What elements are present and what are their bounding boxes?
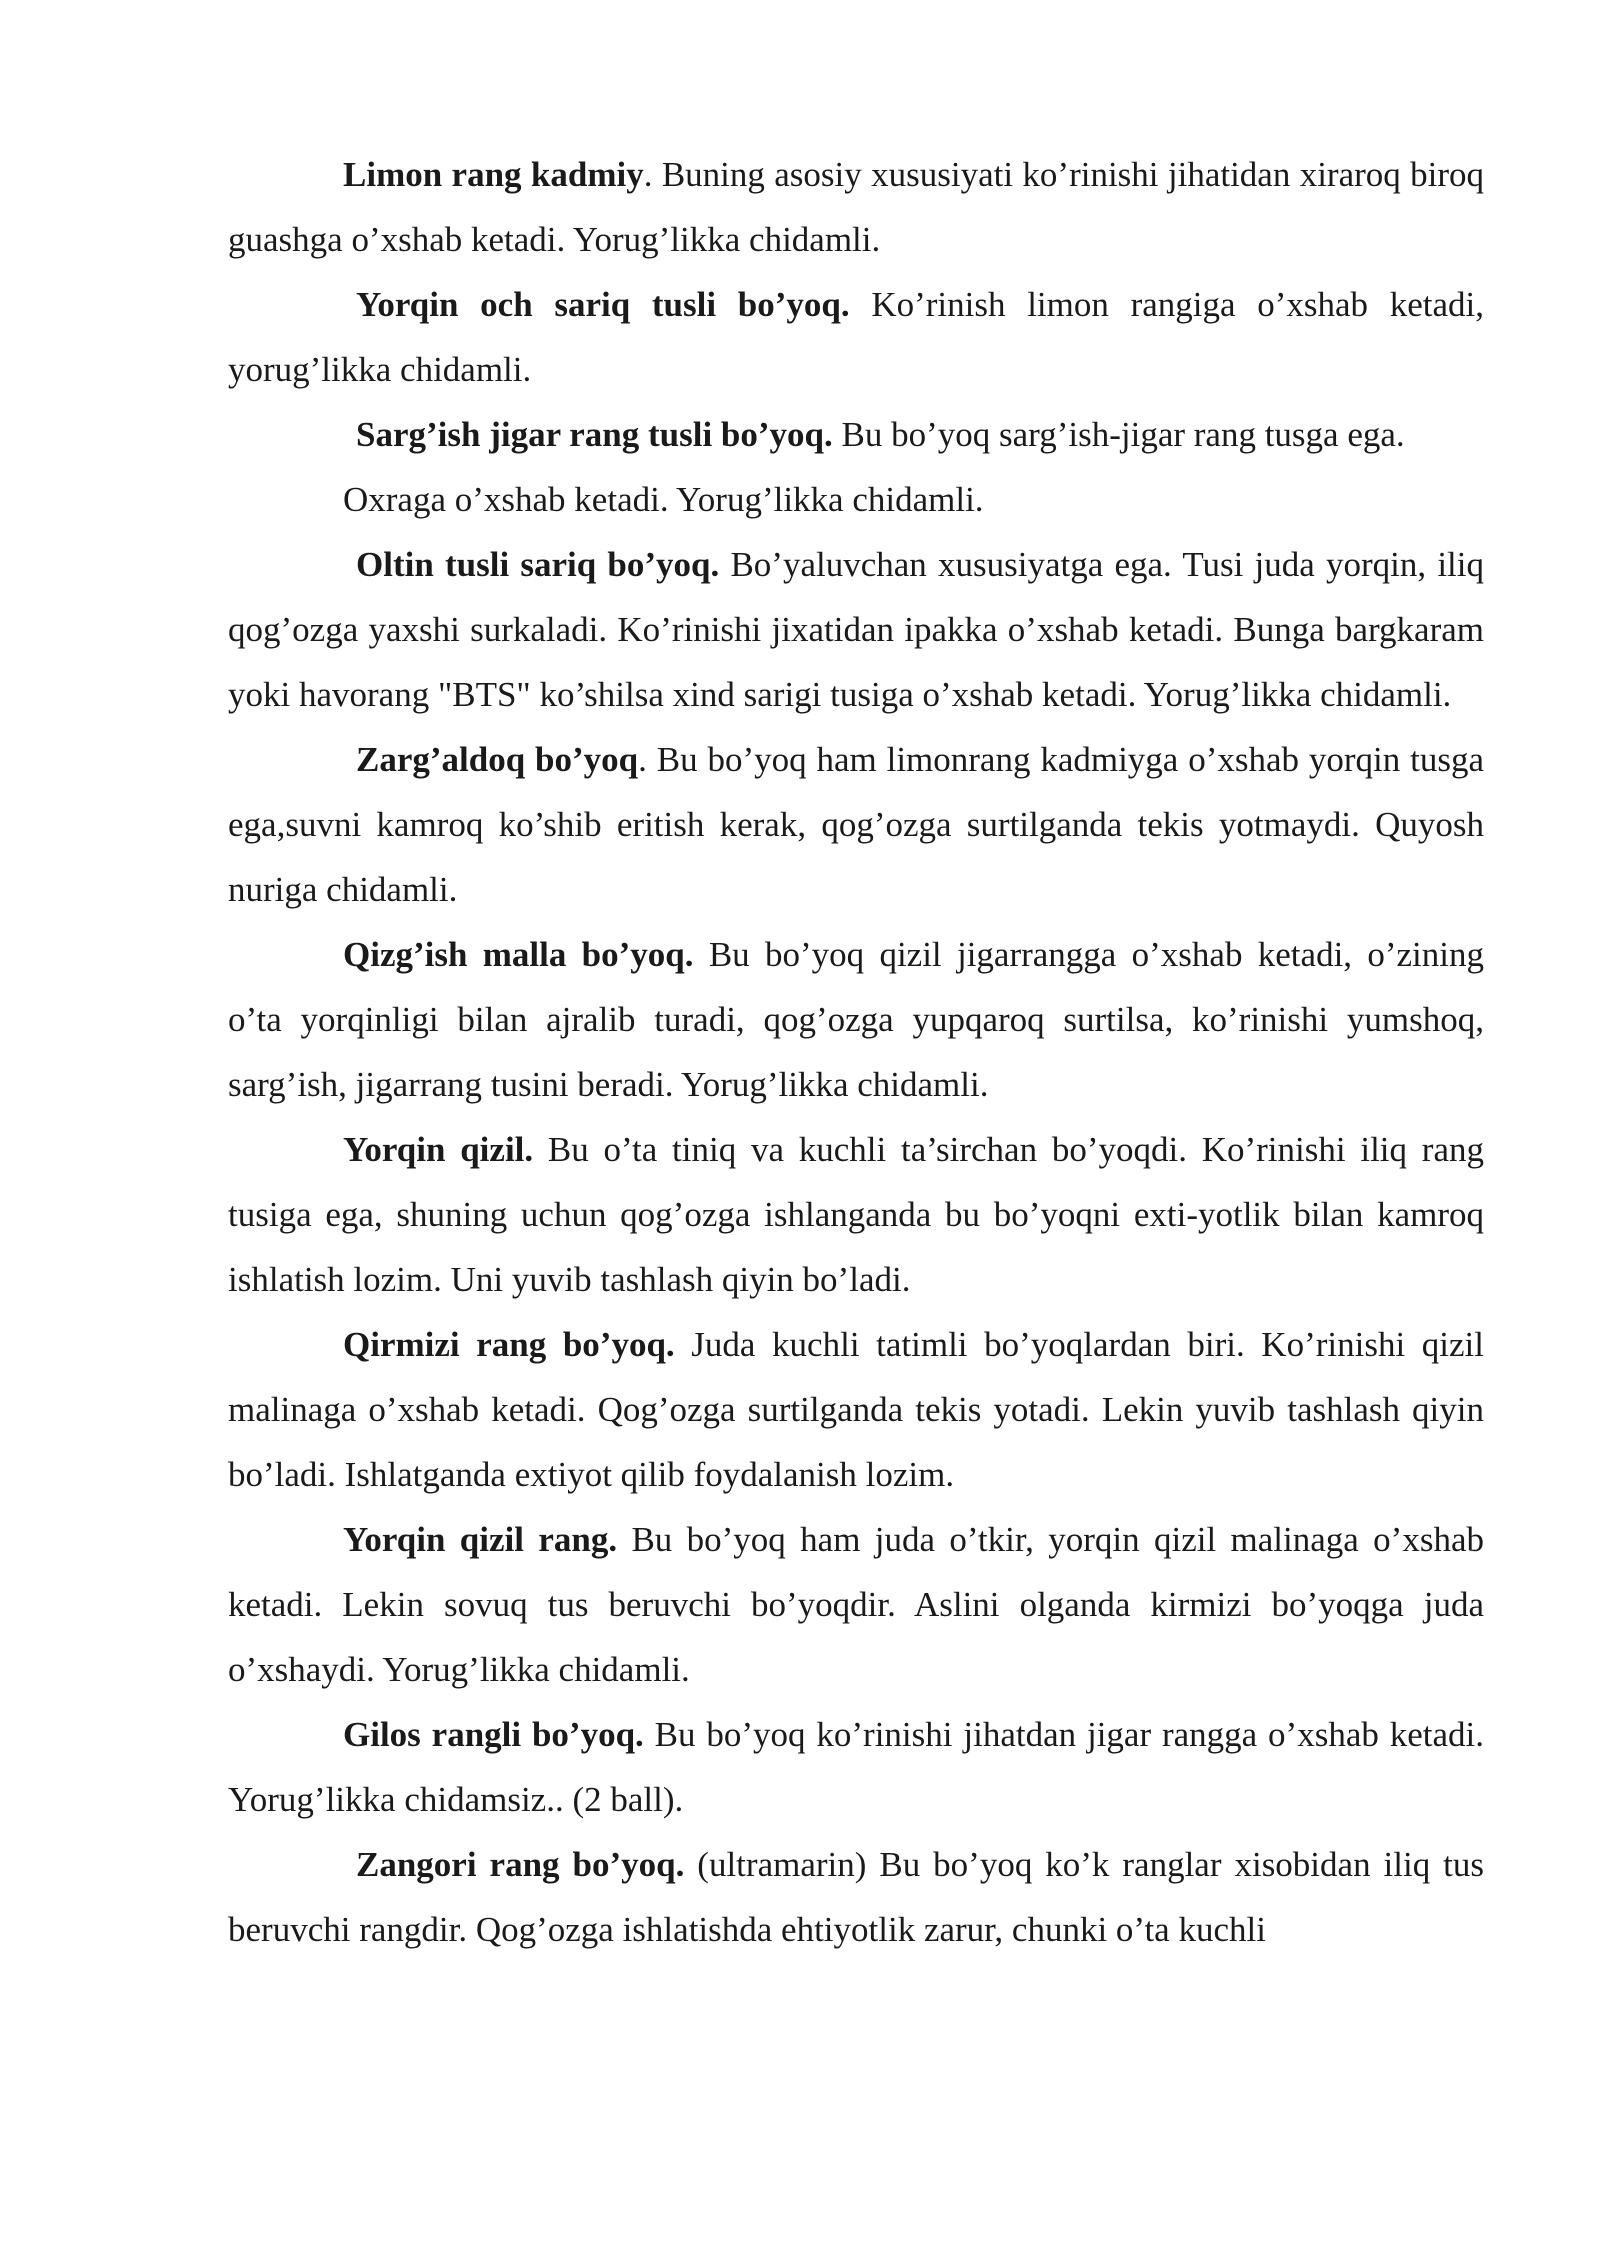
paragraph-heading: Qizg’ish malla bo’yoq. bbox=[343, 935, 694, 974]
paragraph-oltin-tusli-sariq bbox=[228, 532, 1484, 727]
paragraph-text: Bo’yaluvchan xususiyatga ega. Tusi juda yorqin, iliq qog’ozga yaxshi surkaladi. Ko’rinishi jixatidan ipakka o’xshab ketadi. Bunga bargkaram yoki havorang "BTS" ko’shilsa xind sarigi tusiga o’xshab ketadi. Yorug’likka chidamli. bbox=[228, 545, 1484, 714]
paragraph-heading: Zarg’aldoq bo’yoq bbox=[356, 740, 639, 779]
document-body bbox=[228, 142, 1484, 1962]
paragraph-sargish-jigar-rang bbox=[228, 402, 1484, 467]
paragraph-heading: Limon rang kadmiy bbox=[343, 155, 644, 194]
paragraph-yorqin-qizil-rang bbox=[228, 1507, 1484, 1702]
paragraph-heading: Yorqin qizil rang. bbox=[343, 1520, 618, 1559]
paragraph-text: Juda kuchli tatimli bo’yoqlardan biri. Ko’rinishi qizil malinaga o’xshab ketadi. Qog’ozga surtilganda tekis yotadi. Lekin yuvib tashlash qiyin bo’ladi. Ishlatganda extiyot qilib foydalanish lozim. bbox=[228, 1325, 1485, 1494]
paragraph-text: (ultramarin) Bu bo’yoq ko’k ranglar xisobidan iliq tus beruvchi rangdir. Qog’ozga ishlatishda ehtiyotlik zarur, chunki o’ta kuchli bbox=[228, 1845, 1485, 1949]
paragraph-qizgish-malla bbox=[228, 922, 1484, 1117]
paragraph-text: Bu bo’yoq ham juda o’tkir, yorqin qizil malinaga o’xshab ketadi. Lekin sovuq tus beruvchi bo’yoqdir. Aslini olganda kirmizi bo’yoqga juda o’xshaydi. Yorug’likka chidamli. bbox=[228, 1520, 1484, 1689]
paragraph-qirmizi-rang bbox=[228, 1312, 1484, 1507]
paragraph-text: Bu bo’yoq ko’rinishi jihatdan jigar rangga o’xshab ketadi. Yorug’likka chidamsiz.. (2 ball). bbox=[228, 1715, 1484, 1819]
paragraph-heading: Zangori rang bo’yoq. bbox=[356, 1845, 685, 1884]
paragraph-yorqin-och-sariq bbox=[228, 272, 1484, 402]
paragraph-gilos-rangli bbox=[228, 1702, 1484, 1832]
paragraph-text: Ko’rinish limon rangiga o’xshab ketadi, yorug’likka chidamli. bbox=[228, 285, 1485, 389]
paragraph-yorqin-qizil bbox=[228, 1117, 1484, 1312]
paragraph-text: . Bu bo’yoq ham limonrang kadmiyga o’xshab yorqin tusga ega,suvni kamroq ko’shib eritish kerak, qog’ozga surtilganda tekis yotmaydi. Quyosh nuriga chidamli. bbox=[228, 740, 1484, 909]
paragraph-heading: Qirmizi rang bo’yoq. bbox=[343, 1325, 675, 1364]
paragraph-zargaldoq bbox=[228, 727, 1484, 922]
paragraph-heading: Yorqin och sariq tusli bo’yoq. bbox=[356, 285, 850, 324]
paragraph-text: Bu o’ta tiniq va kuchli ta’sirchan bo’yoqdi. Ko’rinishi iliq rang tusiga ega, shuning uchun qog’ozga ishlanganda bu bo’yoqni exti-yotlik bilan kamroq ishlatish lozim. Uni yuvib tashlash qiyin bo’ladi. bbox=[228, 1130, 1484, 1299]
paragraph-text: Bu bo’yoq qizil jigarrangga o’xshab ketadi, o’zining o’ta yorqinligi bilan ajralib turadi, qog’ozga yupqaroq surtilsa, ko’rinishi yumshoq, sarg’ish, jigarrang tusini beradi. Yorug’likka chidamli. bbox=[228, 935, 1484, 1104]
paragraph-text: . Buning asosiy xususiyati ko’rinishi jihatidan xiraroq biroq guashga o’xshab ketadi. Yorug’likka chidamli. bbox=[228, 155, 1484, 259]
paragraph-text: Bu bo’yoq sarg’ish-jigar rang tusga ega. bbox=[832, 415, 1405, 454]
paragraph-sargish-jigar-rang-continued: Oxraga o’xshab ketadi. Yorug’likka chidamli. bbox=[343, 480, 984, 519]
paragraph-heading: Yorqin qizil. bbox=[343, 1130, 534, 1169]
paragraph-limon-rang-kadmiy bbox=[228, 142, 1484, 272]
paragraph-zangori-rang bbox=[228, 1832, 1484, 1962]
paragraph-heading: Gilos rangli bo’yoq. bbox=[343, 1715, 644, 1754]
paragraph-heading: Sarg’ish jigar rang tusli bo’yoq. bbox=[356, 415, 833, 454]
paragraph-heading: Oltin tusli sariq bo’yoq. bbox=[356, 545, 720, 584]
